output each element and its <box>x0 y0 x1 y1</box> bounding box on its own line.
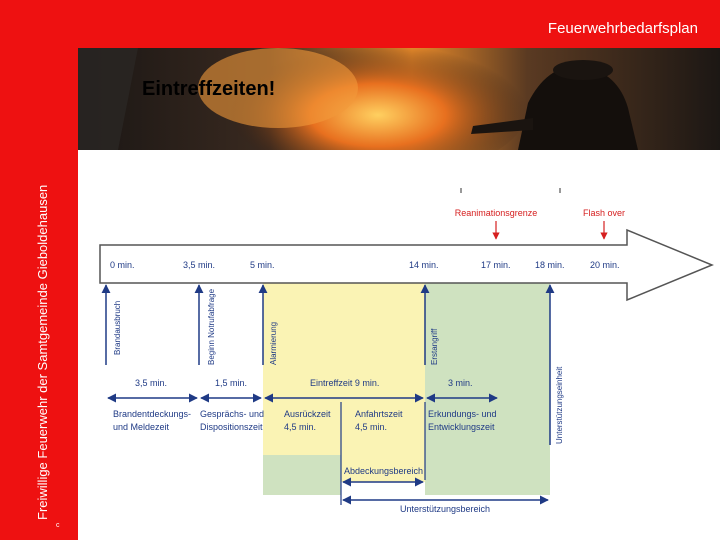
tick-label-5: 5 min. <box>250 260 275 270</box>
duration-3-5: 3,5 min. <box>135 378 168 388</box>
sidebar-organization: Freiwillige Feuerwehr der Samtgemeinde Gieboldehausen <box>35 184 50 520</box>
label-erstangriff: Erstangriff <box>430 328 439 365</box>
tick-label-17: 17 min. <box>481 260 511 270</box>
tick-label-3-5: 3,5 min. <box>183 260 216 270</box>
label-unterstuetzungsbereich: Unterstützungsbereich <box>400 504 491 514</box>
green-region-right <box>425 283 550 495</box>
phase-5-line-2: Entwicklungszeit <box>428 422 495 432</box>
label-brandausbruch: Brandausbruch <box>113 300 122 355</box>
sidebar-mark: c <box>56 522 60 529</box>
phase-1-line-1: Brandentdeckungs- <box>113 409 192 419</box>
tick-label-14: 14 min. <box>409 260 439 270</box>
page-title: Eintreffzeiten! <box>142 78 276 100</box>
phase-4-line-1: Anfahrtszeit <box>355 409 403 419</box>
phase-3-line-1: Ausrückzeit <box>284 409 331 419</box>
label-unterstuetzungseinheit: Unterstützungseinheit <box>555 366 564 444</box>
phase-1-line-2: und Meldezeit <box>113 422 170 432</box>
label-flash-over: Flash over <box>582 208 626 218</box>
phase-2-line-1: Gesprächs- und <box>200 409 265 419</box>
duration-1-5: 1,5 min. <box>215 378 248 388</box>
tick-label-0: 0 min. <box>110 260 135 270</box>
header-title: Feuerwehrbedarfsplan <box>547 20 698 37</box>
green-region-bottom-left <box>263 455 341 495</box>
label-reanimationsgrenze: Reanimationsgrenze <box>454 208 538 218</box>
tick-label-20: 20 min. <box>590 260 620 270</box>
label-abdeckungsbereich: Abdeckungsbereich <box>344 466 424 476</box>
phase-3-line-2: 4,5 min. <box>284 422 317 432</box>
label-beginn-notrufabfrage: Beginn Notrufabfrage <box>207 288 216 365</box>
duration-eintreffzeit: Eintreffzeit 9 min. <box>310 378 380 388</box>
duration-3: 3 min. <box>448 378 473 388</box>
phase-4-line-2: 4,5 min. <box>355 422 388 432</box>
label-alarmierung: Alarmierung <box>269 321 278 365</box>
phase-5-line-1: Erkundungs- und <box>428 409 497 419</box>
phase-2-line-2: Dispositionszeit <box>200 422 263 432</box>
tick-label-18: 18 min. <box>535 260 565 270</box>
